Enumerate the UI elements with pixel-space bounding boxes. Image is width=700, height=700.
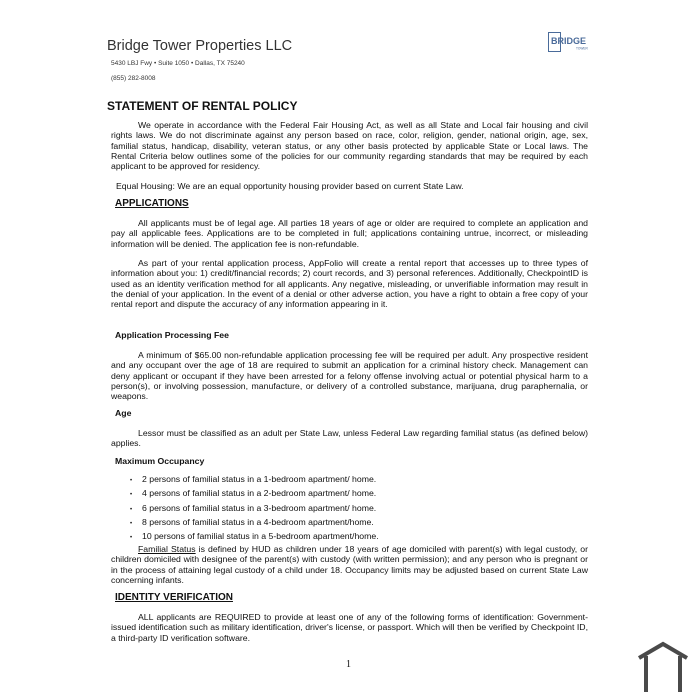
list-item: • 2 persons of familial status in a 1-bedroom apartment/ home. bbox=[130, 474, 377, 484]
logo-text-sub: TOWER bbox=[576, 46, 588, 51]
list-item: • 4 persons of familial status in a 2-bedroom apartment/ home. bbox=[130, 488, 377, 499]
age-heading: Age bbox=[115, 408, 132, 418]
intro-paragraph: We operate in accordance with the Federal Fair Housing Act, as well as all State and Local fair housing and civil rights laws. We do not discriminate against any person based on race, color, religion, gender, national origin, age, sex, familial status, handicap, disability, veteran status, or any other basis protected by applicable State or Local laws. The Rental Criteria below outlines some of the policies for our community regarding standards that may be required by each applicant to be approved for residency. bbox=[111, 120, 588, 172]
list-item: • 10 persons of familial status in a 5-bedroom apartment/home. bbox=[130, 531, 379, 542]
occupancy-heading: Maximum Occupancy bbox=[115, 456, 205, 466]
familial-status-paragraph: Familial Status is defined by HUD as children under 18 years of age domiciled with parent(s) with legal custody, or children domiciled with designee of the parent(s) with custody (with written permission); and any person who is pregnant or in the process of attaining legal custody of a child under 18. Occupancy limits may be adjusted based on current State Law concerning infants. bbox=[111, 544, 588, 585]
identity-verification-paragraph: ALL applicants are REQUIRED to provide at least one of any of the following forms of identification: Government-issued identification such as military identification, driver's license, or passport. Which will then be verified by Checkpoint ID, a third-party ID verification software. bbox=[111, 612, 588, 643]
logo-text-main: BRIDGE bbox=[551, 36, 587, 46]
list-item: • 8 persons of familial status in a 4-bedroom apartment/home. bbox=[130, 516, 374, 527]
applications-paragraph-1: All applicants must be of legal age. All parties 18 years of age or older are required to complete an application and pay all applicable fees. Applications are to be completed in full; applications containing untrue, incorrect, or misleading information will be denied. The application fee is non-refundable. bbox=[111, 218, 588, 249]
occupancy-list bbox=[130, 473, 379, 544]
identity-verification-heading: IDENTITY VERIFICATION bbox=[115, 592, 233, 603]
applications-paragraph-2: As part of your rental application process, AppFolio will create a rental report that accesses up to three types of information about you: 1) credit/financial records; 2) court records, and 3) personal references. Additionally, CheckpointID is used as an identity verification method for all applicants. Any negative, misleading, or unverifiable information may result in the denial of your application. In the event of a denial or other adverse action, you have a right to obtain a free copy of your rental report and dispute the accuracy of any information appearing in it. bbox=[111, 258, 588, 310]
applications-heading: APPLICATIONS bbox=[115, 198, 189, 209]
house-icon bbox=[636, 640, 690, 692]
company-address: 5430 LBJ Fwy • Suite 1050 • Dallas, TX 75240 bbox=[111, 60, 245, 67]
processing-fee-paragraph: A minimum of $65.00 non-refundable application processing fee will be required per adult. Any prospective resident and any occupant over the age of 18 are required to submit an application for a criminal history check. Management can deny applicant or occupant if they have been arrested for a felony offense involving actual or potential physical harm to a person(s), or involving possession, manufacture, or delivery of a controlled substance, marijuana, drug paraphernalia, or weapons. bbox=[111, 350, 588, 402]
company-phone: (855) 282-8008 bbox=[111, 75, 156, 82]
company-logo bbox=[548, 32, 594, 52]
equal-housing-statement: Equal Housing: We are an equal opportunity housing provider based on current State Law. bbox=[116, 181, 464, 191]
list-item: • 6 persons of familial status in a 3-bedroom apartment/ home. bbox=[130, 502, 377, 513]
processing-fee-heading: Application Processing Fee bbox=[115, 330, 229, 340]
age-paragraph: Lessor must be classified as an adult per State Law, unless Federal Law regarding familial status (as defined below) applies. bbox=[111, 428, 588, 449]
page-number: 1 bbox=[346, 659, 351, 670]
document-title: STATEMENT OF RENTAL POLICY bbox=[107, 99, 298, 113]
familial-status-term: Familial Status bbox=[138, 544, 196, 554]
company-name: Bridge Tower Properties LLC bbox=[107, 38, 293, 54]
